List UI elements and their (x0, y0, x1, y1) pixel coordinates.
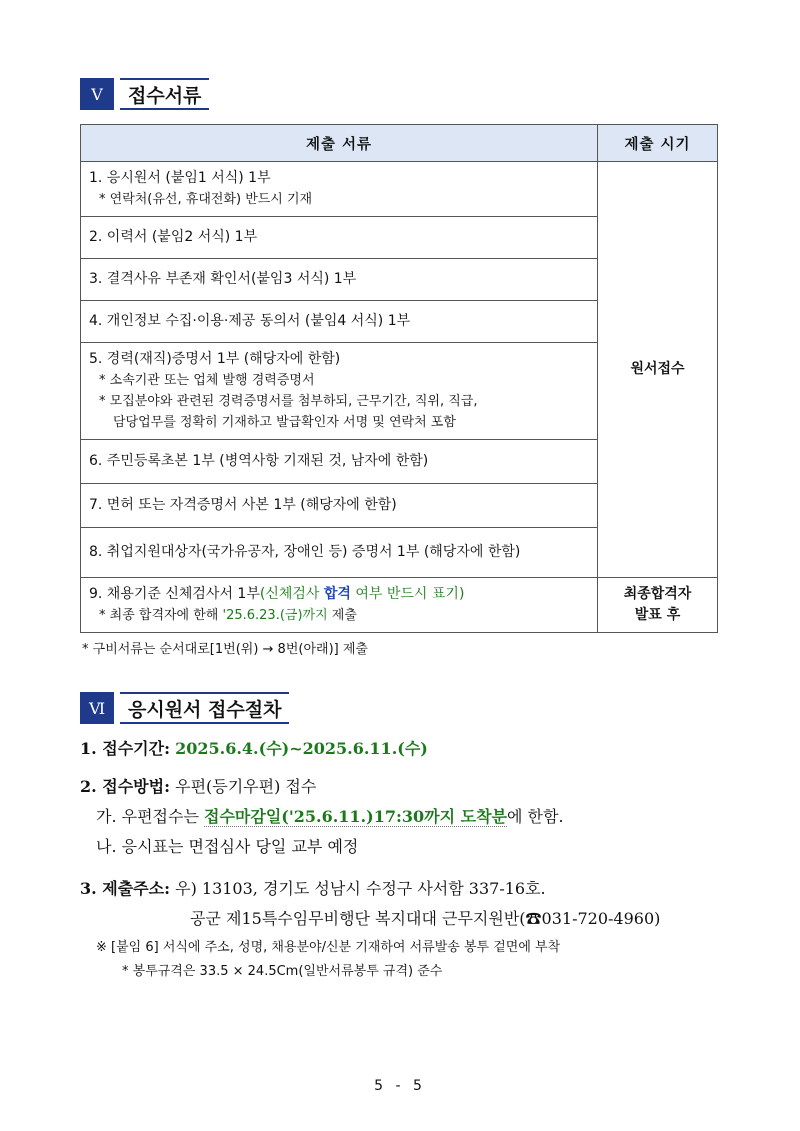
section-5-title: 접수서류 (120, 78, 209, 110)
doc-9-pass: 합격 (323, 586, 351, 602)
timing-application: 원서접수 (598, 162, 718, 578)
doc-7-main: 7. 면허 또는 자격증명서 사본 1부 (해당자에 한함) (81, 484, 598, 528)
item-2-ga-prefix: 가. 우편접수는 (96, 807, 204, 826)
doc-9-prefix: 9. 채용기준 신체검사서 1부 (89, 586, 260, 602)
doc-5-main: 5. 경력(재직)증명서 1부 (해당자에 한함) (89, 351, 341, 367)
remark-2: * 봉투규격은 33.5 × 24.5Cm(일반서류봉투 규격) 준수 (122, 964, 443, 979)
timing-final-line-1: 최종합격자 (623, 586, 692, 602)
doc-4-main: 4. 개인정보 수집·이용·제공 동의서 (붙임4 서식) 1부 (81, 301, 598, 343)
section-6-header (80, 692, 289, 724)
item-2-ga (96, 804, 564, 827)
item-3-line-2: 공군 제15특수임무비행단 복지대대 근무지원반(☎031-720-4960) (190, 909, 661, 928)
doc-8-main: 8. 취업지원대상자(국가유공자, 장애인 등) 증명서 1부 (해당자에 한함) (81, 528, 598, 578)
doc-cell-5 (81, 343, 598, 440)
doc-9-note-prefix: * 최종 합격자에 한해 (99, 608, 223, 623)
item-1 (80, 736, 428, 759)
section-6-numeral: Ⅵ (80, 692, 114, 724)
table-row (81, 578, 718, 633)
doc-3-main: 3. 결격사유 부존재 확인서(붙임3 서식) 1부 (81, 259, 598, 301)
doc-cell-1 (81, 162, 598, 217)
doc-1-main: 1. 응시원서 (붙임1 서식) 1부 (89, 170, 271, 186)
item-3-label: 3. 제출주소: (80, 879, 171, 898)
doc-9-note-date: '25.6.23.(금)까지 (222, 608, 328, 623)
item-2 (80, 774, 316, 797)
item-2-na: 나. 응시표는 면접심사 당일 교부 예정 (96, 837, 359, 856)
doc-cell-9 (81, 578, 598, 633)
doc-5-note-2: * 모집분야와 관련된 경력증명서를 첨부하되, 근무기간, 직위, 직급, (99, 394, 478, 409)
table-header-row (81, 125, 718, 162)
doc-5-note-3: 담당업무를 정확히 기재하고 발급확인자 서명 및 연락처 포함 (113, 415, 456, 430)
item-2-ga-suffix: 에 한함. (506, 807, 564, 826)
item-2-ga-deadline: 접수마감일('25.6.11.)17:30까지 도착분 (204, 807, 507, 826)
section-6-title: 응시원서 접수절차 (120, 692, 289, 724)
table-note: * 구비서류는 순서대로[1번(위) → 8번(아래)] 제출 (82, 642, 368, 657)
doc-2-main: 2. 이력서 (붙임2 서식) 1부 (81, 217, 598, 259)
header-doc: 제출 서류 (81, 125, 598, 162)
timing-final-line-2: 발표 후 (634, 607, 681, 623)
item-2-value: 우편(등기우편) 접수 (175, 777, 317, 796)
item-2-label: 2. 접수방법: (80, 777, 171, 796)
item-1-label: 1. 접수기간: (80, 739, 171, 758)
item-3-line-1: 우) 13103, 경기도 성남시 수정구 사서함 337-16호. (175, 879, 546, 898)
timing-final (598, 578, 718, 633)
doc-9-green-2: 여부 반드시 표기) (350, 586, 465, 602)
item-3 (80, 876, 546, 899)
page-number: 5 - 5 (374, 1078, 426, 1094)
doc-9-note-suffix: 제출 (327, 608, 357, 623)
doc-1-note: * 연락처(유선, 휴대전화) 반드시 기재 (99, 192, 313, 207)
remark-1: ※ [붙임 6] 서식에 주소, 성명, 채용분야/신분 기재하여 서류발송 봉투 겉면에 부착 (96, 940, 561, 955)
doc-6-main: 6. 주민등록초본 1부 (병역사항 기재된 것, 남자에 한함) (81, 440, 598, 484)
doc-9-green-1: (신체검사 (259, 586, 324, 602)
section-5-numeral: V (80, 78, 114, 110)
section-5-header (80, 78, 209, 110)
table-row (81, 162, 718, 217)
item-1-value: 2025.6.4.(수)~2025.6.11.(수) (175, 739, 428, 758)
header-time: 제출 시기 (598, 125, 718, 162)
doc-5-note-1: * 소속기관 또는 업체 발행 경력증명서 (99, 373, 315, 388)
doc-9-note (89, 605, 589, 626)
documents-table (80, 124, 718, 633)
